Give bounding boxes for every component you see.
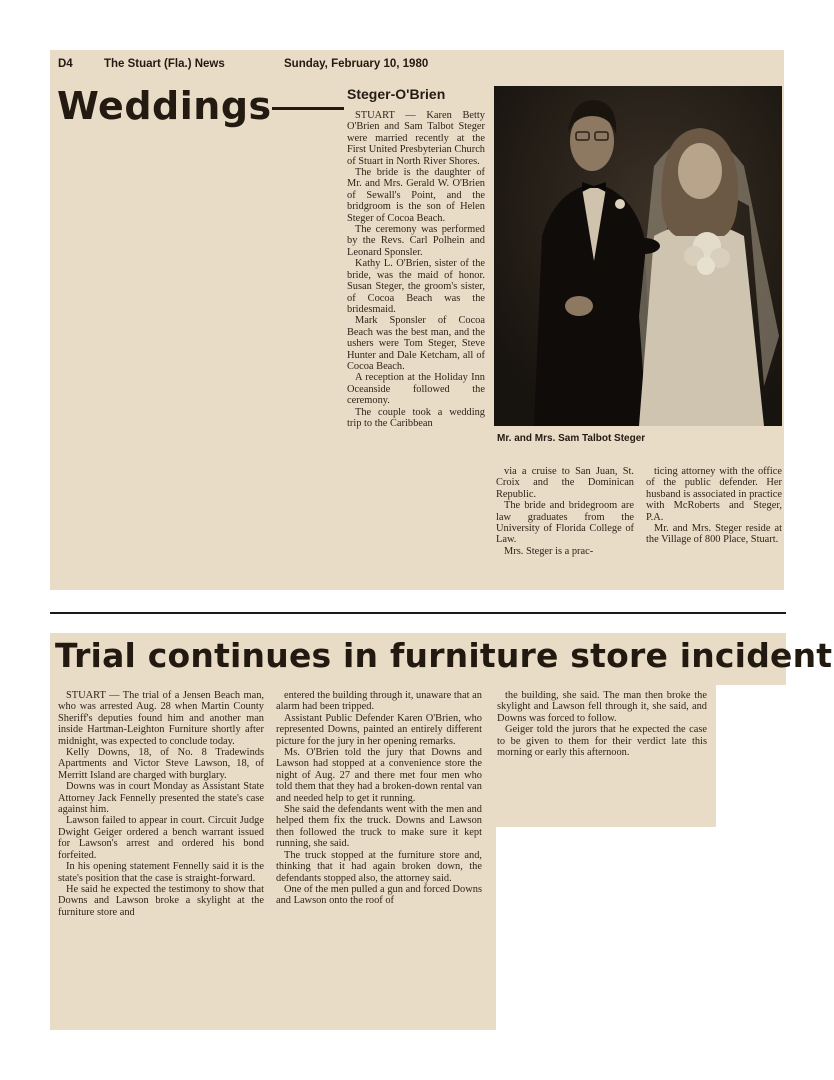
wedding-paragraph: via a cruise to San Juan, St. Croix and the Dominican Republic. bbox=[496, 466, 634, 500]
trial-column-1 bbox=[58, 690, 264, 918]
trial-paragraph: He said he expected the testimony to show that Downs and Lawson broke a skylight at the furniture store and bbox=[58, 883, 264, 918]
paper-name: The Stuart (Fla.) News bbox=[104, 58, 225, 70]
page-number: D4 bbox=[58, 58, 73, 70]
wedding-paragraph: The couple took a wedding trip to the Caribbean bbox=[347, 406, 485, 429]
trial-column-3 bbox=[497, 690, 707, 758]
wedding-paragraph: The bride is the daughter of Mr. and Mrs. Gerald W. O'Brien of Sewall's Point, and the bridgroom is the son of Helen Steger of Cocoa Beach. bbox=[347, 167, 485, 224]
wedding-column-1 bbox=[347, 110, 485, 429]
wedding-paragraph: ticing attorney with the office of the public defender. Her husband is associated in practice with McRoberts and Steger, P.A. bbox=[646, 466, 782, 523]
trial-paragraph: the building, she said. The man then broke the skylight and Lawson fell through it, she said, and Downs was forced to follow. bbox=[497, 690, 707, 724]
wedding-paragraph: Mark Sponsler of Cocoa Beach was the best man, and the ushers were Tom Steger, Steve Hunter and Dale Ketcham, all of Cocoa Beach. bbox=[347, 315, 485, 372]
wedding-column-3 bbox=[646, 466, 782, 546]
issue-date: Sunday, February 10, 1980 bbox=[284, 58, 429, 70]
trial-paragraph: Lawson failed to appear in court. Circuit Judge Dwight Geiger ordered a bench warrant issued for Lawson's arrest and ordered his bond forfeited. bbox=[58, 815, 264, 861]
trial-headline: Trial continues in furniture store incident bbox=[55, 636, 833, 675]
wedding-paragraph: The bride and bridegroom are law graduates from the University of Florida College of Law. bbox=[496, 500, 634, 546]
section-title: Weddings bbox=[57, 84, 272, 128]
wedding-couple-image bbox=[494, 86, 782, 426]
trial-paragraph: entered the building through it, unaware that an alarm had been tripped. bbox=[276, 690, 482, 713]
trial-paragraph: Kelly Downs, 18, of No. 8 Tradewinds Apartments and Victor Steve Lawson, 18, of Merritt Island are charged with burglary. bbox=[58, 747, 264, 781]
trial-paragraph: One of the men pulled a gun and forced Downs and Lawson onto the roof of bbox=[276, 883, 482, 907]
trial-paragraph: In his opening statement Fennelly said it is the state's position that the case is straight-forward. bbox=[58, 861, 264, 884]
photo-caption: Mr. and Mrs. Sam Talbot Steger bbox=[497, 433, 646, 444]
wedding-paragraph: Kathy L. O'Brien, sister of the bride, was the maid of honor. Susan Steger, the groom's sister, of Cocoa Beach was the bridesmaid. bbox=[347, 258, 485, 315]
trial-paragraph: Downs was in court Monday as Assistant State Attorney Jack Fennelly presented the state's case against him. bbox=[58, 781, 264, 816]
trial-paragraph: Assistant Public Defender Karen O'Brien, who represented Downs, painted an entirely different picture for the jury in her opening remarks. bbox=[276, 712, 482, 747]
trial-paragraph: The truck stopped at the furniture store and, thinking that it had again broken down, the defendants stopped also, the attorney said. bbox=[276, 849, 482, 884]
wedding-column-2 bbox=[496, 466, 634, 557]
wedding-headline: Steger-O'Brien bbox=[347, 86, 446, 102]
section-title-rule bbox=[272, 107, 344, 110]
trial-column-2 bbox=[276, 690, 482, 907]
wedding-paragraph: A reception at the Holiday Inn Oceanside followed the ceremony. bbox=[347, 372, 485, 407]
page-divider bbox=[50, 612, 786, 614]
trial-paragraph: STUART — The trial of a Jensen Beach man, who was arrested Aug. 28 when Martin County Sheriff's deputies found him and another man inside Hartman-Leighton Furniture shortly after midnight, was expected to conclude today. bbox=[58, 690, 264, 747]
trial-paragraph: Ms. O'Brien told the jury that Downs and Lawson had stopped at a convenience store the night of Aug. 27 and there met four men who told them that they had a broken-down rental van and needed help to get it running. bbox=[276, 747, 482, 804]
wedding-paragraph: STUART — Karen Betty O'Brien and Sam Talbot Steger were married recently at the First United Presbyterian Church of Stuart in North River Shores. bbox=[347, 110, 485, 167]
masthead bbox=[58, 56, 478, 74]
wedding-paragraph: The ceremony was performed by the Revs. Carl Polhein and Leonard Sponsler. bbox=[347, 224, 485, 258]
trial-paragraph: She said the defendants went with the men and helped them fix the truck. Downs and Lawson then followed the truck to make sure it kept running, she said. bbox=[276, 804, 482, 850]
trial-paragraph: Geiger told the jurors that he expected the case to be given to them for their verdict late this morning or early this afternoon. bbox=[497, 724, 707, 759]
wedding-photo bbox=[494, 86, 782, 426]
wedding-paragraph: Mrs. Steger is a prac- bbox=[504, 545, 594, 557]
wedding-paragraph: Mr. and Mrs. Steger reside at the Village of 800 Place, Stuart. bbox=[646, 523, 782, 546]
